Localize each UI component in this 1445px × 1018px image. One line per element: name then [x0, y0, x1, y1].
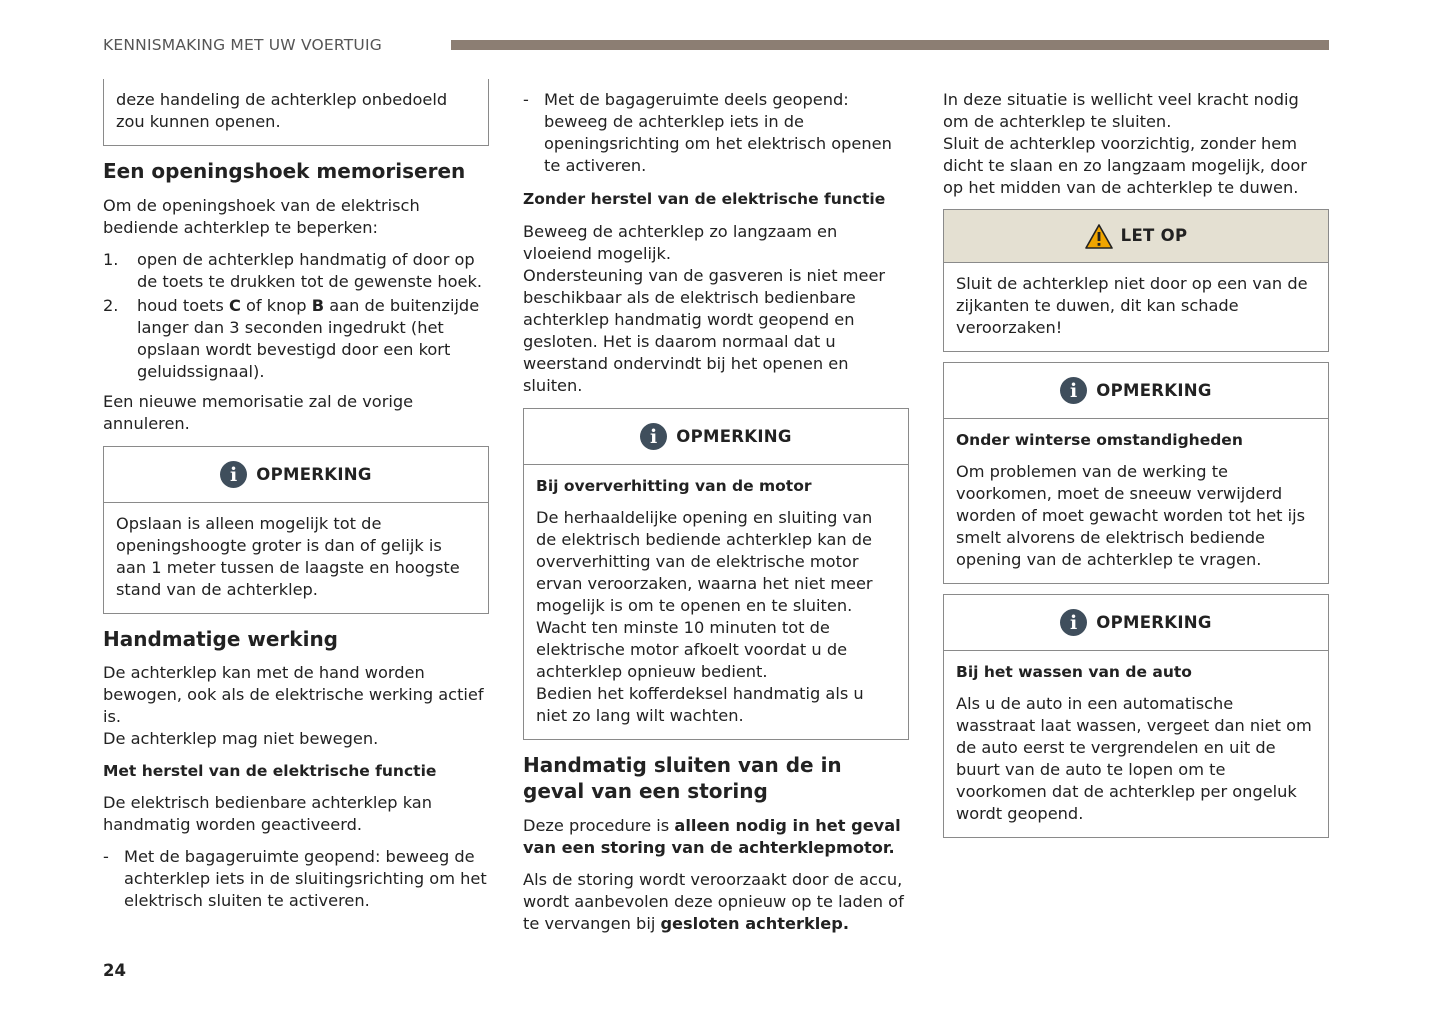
- dash-list: [523, 89, 909, 177]
- heading-handmatige-werking: Handmatige werking: [103, 627, 338, 651]
- dash-bullet: -: [103, 847, 109, 866]
- step-text-post: aan de buitenzijde langer dan 3 seconden ingedrukt (het opslaan wordt bevestigd door een kort geluidssignaal).: [137, 296, 480, 381]
- step-text-mid: of knop: [240, 296, 312, 315]
- column-left: [103, 89, 489, 912]
- info-icon: i: [1060, 377, 1087, 404]
- zonder-herstel-text-2: Ondersteuning van de gasveren is niet meer beschikbaar als de elektrisch bedienbare achterklep handmatig wordt geopend en gesloten. Het is daarom normaal dat u weerstand ondervindt bij het openen en sluiten.: [523, 266, 886, 395]
- note-subtitle: Bij oververhitting van de motor: [536, 477, 812, 495]
- note-subtitle: Onder winterse omstandigheden: [956, 431, 1243, 449]
- note-label: OPMERKING: [676, 426, 792, 446]
- step-text-pre: houd toets: [137, 296, 229, 315]
- note-header: [944, 363, 1328, 419]
- subheading-zonder-herstel: Zonder herstel van de elektrische functie: [523, 190, 886, 208]
- note-text-1: De herhaaldelijke opening en sluiting van de elektrisch bediende achterklep kan de oververhitting van de elektrische motor ervan veroorzaken, waarna het niet meer mogelijk is om te openen en te sluiten.: [536, 508, 873, 615]
- note-header: [944, 595, 1328, 651]
- note-text: Als u de auto in een automatische wasstraat laat wassen, vergeet dan niet om de auto eerst te vergrendelen en uit de buurt van de auto te lopen om te voorkomen dat de achterklep per ongeluk wordt geopend.: [956, 694, 1312, 823]
- note-text: Om problemen van de werking te voorkomen, moet de sneeuw verwijderd worden of moet gewacht worden tot het ijs smelt alvorens de elektrisch bediende opening van de achterklep te vragen.: [956, 462, 1306, 569]
- accu-text-pre: Als de storing wordt veroorzaakt door de accu, wordt aanbevolen deze opnieuw op te laden of te vervangen bij: [523, 870, 904, 933]
- note-body: [944, 651, 1328, 837]
- met-herstel-text: De elektrisch bedienbare achterklep kan handmatig worden geactiveerd.: [103, 793, 432, 834]
- step-text: open de achterklep handmatig of door op de toets te drukken tot de gewenste hoek.: [137, 250, 483, 291]
- storing-procedure-text: [523, 815, 909, 859]
- memoriseren-intro: Om de openingshoek van de elektrisch bediende achterklep te beperken:: [103, 196, 420, 237]
- note-box-winter: [943, 362, 1329, 584]
- note-header: [524, 409, 908, 465]
- heading-handmatig-sluiten-storing: Handmatig sluiten van de in geval van een storing: [523, 753, 842, 803]
- storing-text-pre: Deze procedure is: [523, 816, 675, 835]
- key-label-c: C: [228, 296, 241, 315]
- note-body: [944, 419, 1328, 583]
- step-number: 2.: [103, 296, 119, 315]
- handmatig-text-2: De achterklep mag niet bewegen.: [103, 729, 379, 748]
- note-body: [104, 503, 488, 613]
- note-text: Opslaan is alleen mogelijk tot de openingshoogte groter is dan of gelijk is aan 1 meter tussen de laagste en hoogste stand van de achterklep.: [116, 514, 460, 599]
- note-label: OPMERKING: [1096, 380, 1212, 400]
- list-item: [103, 846, 489, 912]
- note-text-3: Bedien het kofferdeksel handmatig als u niet zo lang wilt wachten.: [536, 684, 864, 725]
- subheading-met-herstel: Met herstel van de elektrische functie: [103, 762, 437, 780]
- column-right: [943, 89, 1329, 838]
- note-text-2: Wacht ten minste 10 minuten tot de elektrische motor afkoelt voordat u de achterklep opnieuw bedient.: [536, 618, 848, 681]
- list-item-text: Met de bagageruimte deels geopend: beweeg de achterklep iets in de openingsrichting om het elektrisch openen te activeren.: [544, 90, 892, 175]
- storing-text-bold: alleen nodig in het geval van een storing van de achterklepmotor.: [523, 816, 901, 857]
- warning-body: [944, 263, 1328, 351]
- memorisatie-annuleren-text: Een nieuwe memorisatie zal de vorige annuleren.: [103, 392, 414, 433]
- note-body: [524, 465, 908, 739]
- info-icon: i: [220, 461, 247, 488]
- note-header: [104, 447, 488, 503]
- warning-text: Sluit de achterklep niet door op een van de zijkanten te duwen, dit kan schade veroorzaken!: [956, 274, 1308, 337]
- warning-label: LET OP: [1120, 226, 1188, 245]
- note-box-oververhitting: [523, 408, 909, 740]
- info-icon: i: [640, 423, 667, 450]
- continued-warning-text: deze handeling de achterklep onbedoeld zou kunnen openen.: [116, 90, 448, 131]
- memoriseren-steps: [103, 249, 489, 383]
- situatie-text-2: Sluit de achterklep voorzichtig, zonder hem dicht te slaan en zo langzaam mogelijk, door op het midden van de achterklep te duwen.: [943, 134, 1307, 197]
- dash-list: [103, 846, 489, 912]
- button-label-b: B: [311, 296, 325, 315]
- accu-text: [523, 869, 909, 935]
- page-number: 24: [103, 961, 126, 980]
- section-header-title: KENNISMAKING MET UW VOERTUIG: [103, 36, 382, 54]
- header-bar: [451, 40, 1329, 50]
- dash-bullet: -: [523, 90, 529, 109]
- warning-header: [944, 210, 1328, 263]
- accu-text-bold: gesloten achterklep.: [660, 914, 849, 933]
- heading-openingshoek-memoriseren: Een openingshoek memoriseren: [103, 159, 466, 183]
- zonder-herstel-text-1: Beweeg de achterklep zo langzaam en vloeiend mogelijk.: [523, 222, 838, 263]
- warning-icon: [1085, 224, 1113, 249]
- warning-box-let-op: [943, 209, 1329, 352]
- continued-warning-box: [103, 79, 489, 146]
- info-icon: i: [1060, 609, 1087, 636]
- note-box-wassen: [943, 594, 1329, 838]
- list-item-text: Met de bagageruimte geopend: beweeg de achterklep iets in de sluitingsrichting om het elektrisch sluiten te activeren.: [124, 847, 487, 910]
- handmatig-text-1: De achterklep kan met de hand worden bewogen, ook als de elektrische werking actief is.: [103, 663, 484, 726]
- step-text: [137, 295, 489, 383]
- note-subtitle: Bij het wassen van de auto: [956, 663, 1192, 681]
- list-item: [103, 295, 489, 383]
- list-item: [103, 249, 489, 293]
- note-label: OPMERKING: [1096, 612, 1212, 632]
- note-label: OPMERKING: [256, 464, 372, 484]
- column-middle: [523, 89, 909, 935]
- note-box-opslaan: [103, 446, 489, 614]
- step-number: 1.: [103, 250, 119, 269]
- list-item: [523, 89, 909, 177]
- situatie-text-1: In deze situatie is wellicht veel kracht nodig om de achterklep te sluiten.: [943, 90, 1299, 131]
